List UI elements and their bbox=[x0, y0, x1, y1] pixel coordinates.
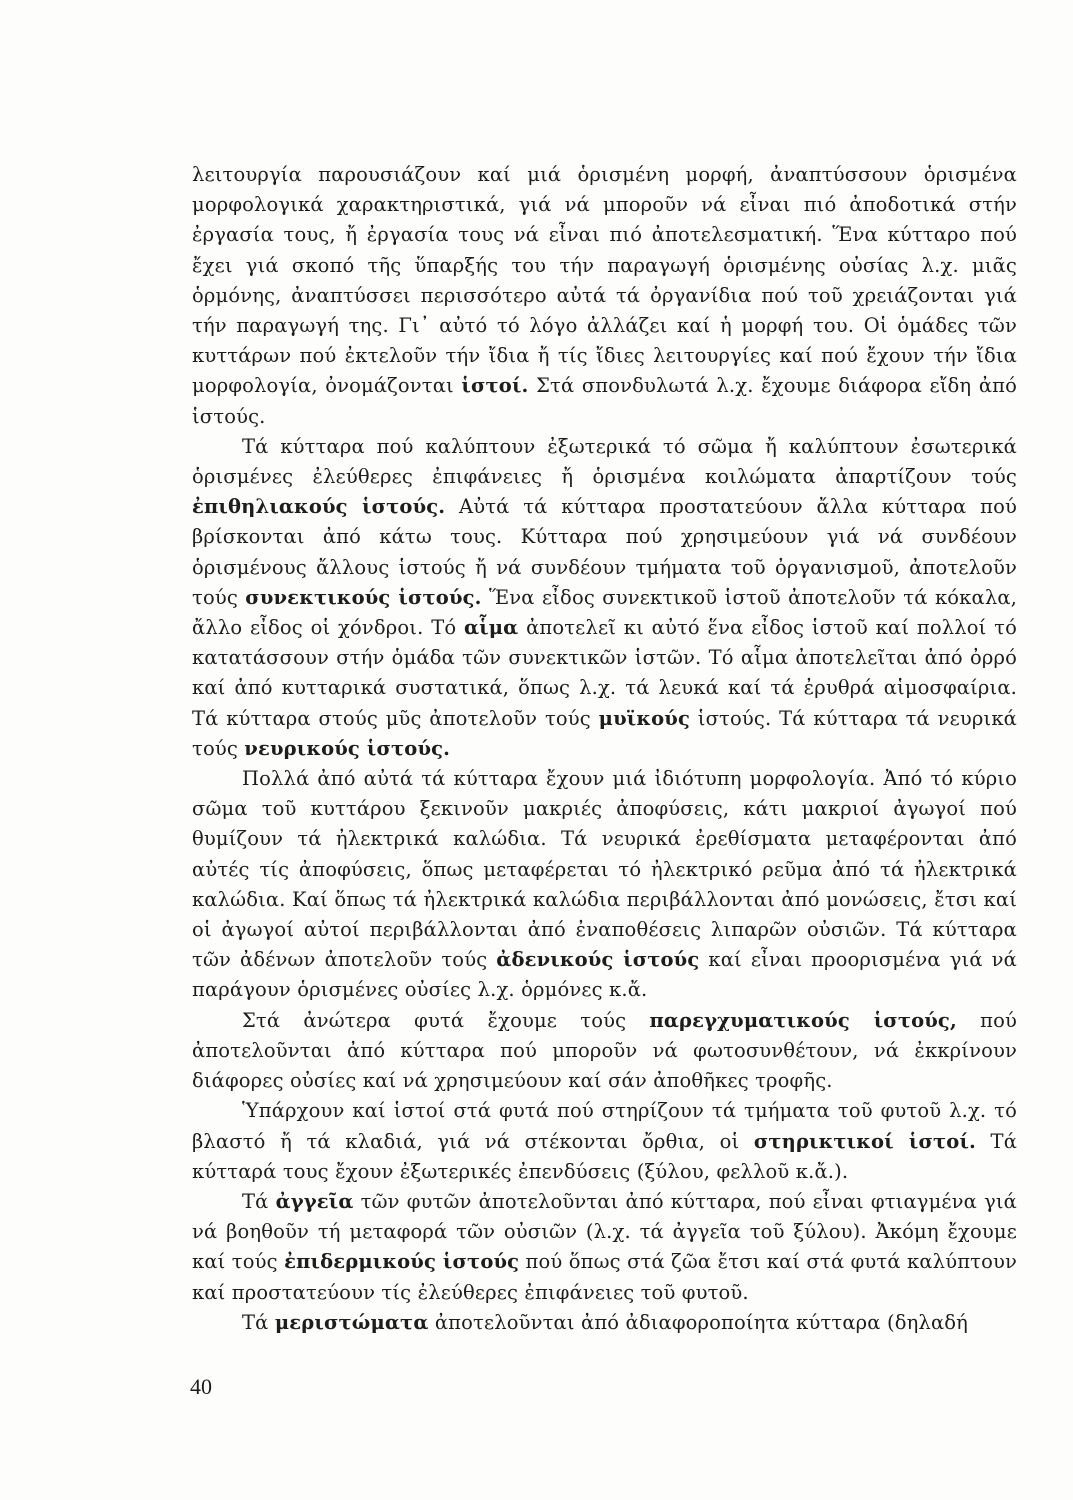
text-run: Στά σπονδυλωτά λ.χ. ἔχουμε διάφορα εἴδη ἀπό ἱστούς. bbox=[192, 374, 1017, 428]
bold-term: συνεκτικούς ἱστούς. bbox=[245, 585, 482, 609]
paragraph bbox=[192, 160, 1017, 432]
text-run: πού ὅπως στά ζῶα ἔτσι καί στά φυτά καλύπτουν καί προστατεύουν τίς ἐλεύθερες ἐπιφάνειες τοῦ φυτοῦ. bbox=[192, 1250, 1018, 1304]
text-run: ἱστούς. Τά κύτταρα τά νευρικά τούς bbox=[192, 706, 1017, 760]
bold-term: παρεγχυματικούς ἱστούς, bbox=[649, 1008, 957, 1032]
text-run: Τά κύτταρα πού καλύπτουν ἐξωτερικά τό σῶμα ἤ καλύπτουν ἐσωτερικά ὁρισμένες ἐλεύθερες ἐπιφάνειες ἤ ὁρισμένα κοιλώματα ἀπαρτίζουν τούς bbox=[192, 434, 1017, 489]
text-run: Ὑπάρχουν καί ἱστοί στά φυτά πού στηρίζουν τά τμήματα τοῦ φυτοῦ λ.χ. τό βλαστό ἤ τά κλαδιά, γιά νά στέκονται ὄρθια, οἱ bbox=[192, 1099, 1017, 1153]
text-run: ἀποτελοῦνται ἀπό ἀδιαφοροποίητα κύτταρα (δηλαδή bbox=[428, 1310, 968, 1334]
text-run: λειτουργία παρουσιάζουν καί μιά ὁρισμένη μορφή, ἀναπτύσσουν ὁρισμένα μορφολογικά χαρακτηριστικά, γιά νά μποροῦν νά εἶναι πιό ἀποδοτικά στήν ἐργασία τους, ἤ ἐργασία τους νά εἶναι πιό ἀποτελεσματική. Ἕνα κύτταρο πού ἔχει γιά σκοπό τῆς ὕπαρξής του τήν παραγωγή ὁρισμένης οὐσίας λ.χ. μιᾶς ὁρμόνης, ἀναπτύσσει περισσότερο αὐτά τά ὀργανίδια πού τοῦ χρειάζονται γιά τήν παραγωγή της. Γι᾽ αὐτό τό λόγο ἀλλάζει καί ἡ μορφή του. Οἱ ὁμάδες τῶν κυττάρων πού ἐκτελοῦν τήν ἴδια ἤ τίς ἴδιες λειτουργίες καί πού ἔχουν τήν ἴδια μορφολογία, ὀνομάζονται bbox=[192, 163, 1017, 398]
bold-term: ἱστοί. bbox=[461, 374, 529, 398]
paragraph bbox=[192, 764, 1017, 1006]
text-run: Τά bbox=[242, 1310, 275, 1334]
bold-term: ἐπιθηλιακούς ἱστούς. bbox=[192, 495, 446, 519]
text-run: τῶν φυτῶν ἀποτελοῦνται ἀπό κύτταρα, πού εἶναι φτιαγμένα γιά νά βοηθοῦν τή μεταφορά τῶν οὐσιῶν (λ.χ. τά ἀγγεῖα τοῦ ξύλου). Ἀκόμη ἔχουμε καί τούς bbox=[192, 1189, 1017, 1274]
bold-term: στηρικτικοί ἱστοί. bbox=[753, 1129, 976, 1153]
text-run: Στά ἀνώτερα φυτά ἔχουμε τούς bbox=[242, 1008, 650, 1032]
paragraph bbox=[192, 432, 1017, 764]
text-run: Αὐτά τά κύτταρα προστατεύουν ἄλλα κύτταρα πού βρίσκονται ἀπό κάτω τους. Κύτταρα πού χρησιμεύουν γιά νά συνδέουν ὁρισμένους ἄλλους ἱστούς ἤ νά συνδέουν τμήματα τοῦ ὀργανισμοῦ, ἀποτελοῦν τούς bbox=[192, 495, 1017, 609]
page-number: 40 bbox=[190, 1374, 212, 1399]
paragraph bbox=[192, 1308, 1017, 1338]
paragraph bbox=[192, 1006, 1017, 1097]
text-run: πού ἀποτελοῦνται ἀπό κύτταρα πού μποροῦν νά φωτοσυνθέτουν, νά ἐκκρίνουν διάφορες οὐσίες καί νά χρησιμεύουν καί σάν ἀποθῆκες τροφῆς. bbox=[192, 1008, 1018, 1093]
text-run: καί εἶναι προορισμένα γιά νά παράγουν ὁρισμένες οὐσίες λ.χ. ὁρμόνες κ.ἄ. bbox=[192, 948, 1017, 1002]
text-run: Ἕνα εἶδος συνεκτικοῦ ἱστοῦ ἀποτελοῦν τά κόκαλα, ἄλλο εἶδος οἱ χόνδροι. Τό bbox=[192, 585, 1017, 640]
bold-term: νευρικούς ἱστούς. bbox=[244, 736, 451, 760]
bold-term: αἷμα bbox=[464, 616, 519, 640]
text-run: Τά bbox=[242, 1189, 276, 1213]
text-run: ἀποτελεῖ κι αὐτό ἕνα εἶδος ἱστοῦ καί πολλοί τό κατατάσσουν στήν ὁμάδα τῶν συνεκτικῶν ἱστῶν. Τό αἷμα ἀποτελεῖται ἀπό ὀρρό καί ἀπό κυτταρικά συστατικά, ὅπως λ.χ. τά λευκά καί τά ἐρυθρά αἱμοσφαίρια. Τά κύτταρα στούς μῦς ἀποτελοῦν τούς bbox=[192, 616, 1018, 730]
text-run: Τά κύτταρά τους ἔχουν ἐξωτερικές ἐπενδύσεις (ξύλου, φελλοῦ κ.ἄ.). bbox=[192, 1129, 1018, 1183]
bold-term: ἐπιδερμικούς ἱστούς bbox=[284, 1250, 520, 1274]
paragraph bbox=[192, 1096, 1017, 1187]
bold-term: μεριστώματα bbox=[274, 1310, 429, 1334]
paragraph bbox=[192, 1187, 1017, 1308]
bold-term: μυϊκούς bbox=[598, 706, 690, 730]
bold-term: ἀγγεῖα bbox=[275, 1189, 354, 1213]
bold-term: ἀδενικούς ἱστούς bbox=[496, 948, 700, 972]
body-text bbox=[192, 160, 1017, 1338]
text-run: Πολλά ἀπό αὐτά τά κύτταρα ἔχουν μιά ἰδιότυπη μορφολογία. Ἀπό τό κύριο σῶμα τοῦ κυττάρου ξεκινοῦν μακριές ἀποφύσεις, κάτι μακριοί ἀγωγοί πού θυμίζουν τά ἠλεκτρικά καλώδια. Τά νευρικά ἐρεθίσματα μεταφέρονται ἀπό αὐτές τίς ἀποφύσεις, ὅπως μεταφέρεται τό ἠλεκτρικό ρεῦμα ἀπό τά ἠλεκτρικά καλώδια. Καί ὅπως τά ἠλεκτρικά καλώδια περιβάλλονται ἀπό μονώσεις, ἔτσι καί οἱ ἀγωγοί αὐτοί περιβάλλονται ἀπό ἐναποθέσεις λιπαρῶν οὐσιῶν. Τά κύτταρα τῶν ἀδένων ἀποτελοῦν τούς bbox=[192, 767, 1017, 972]
